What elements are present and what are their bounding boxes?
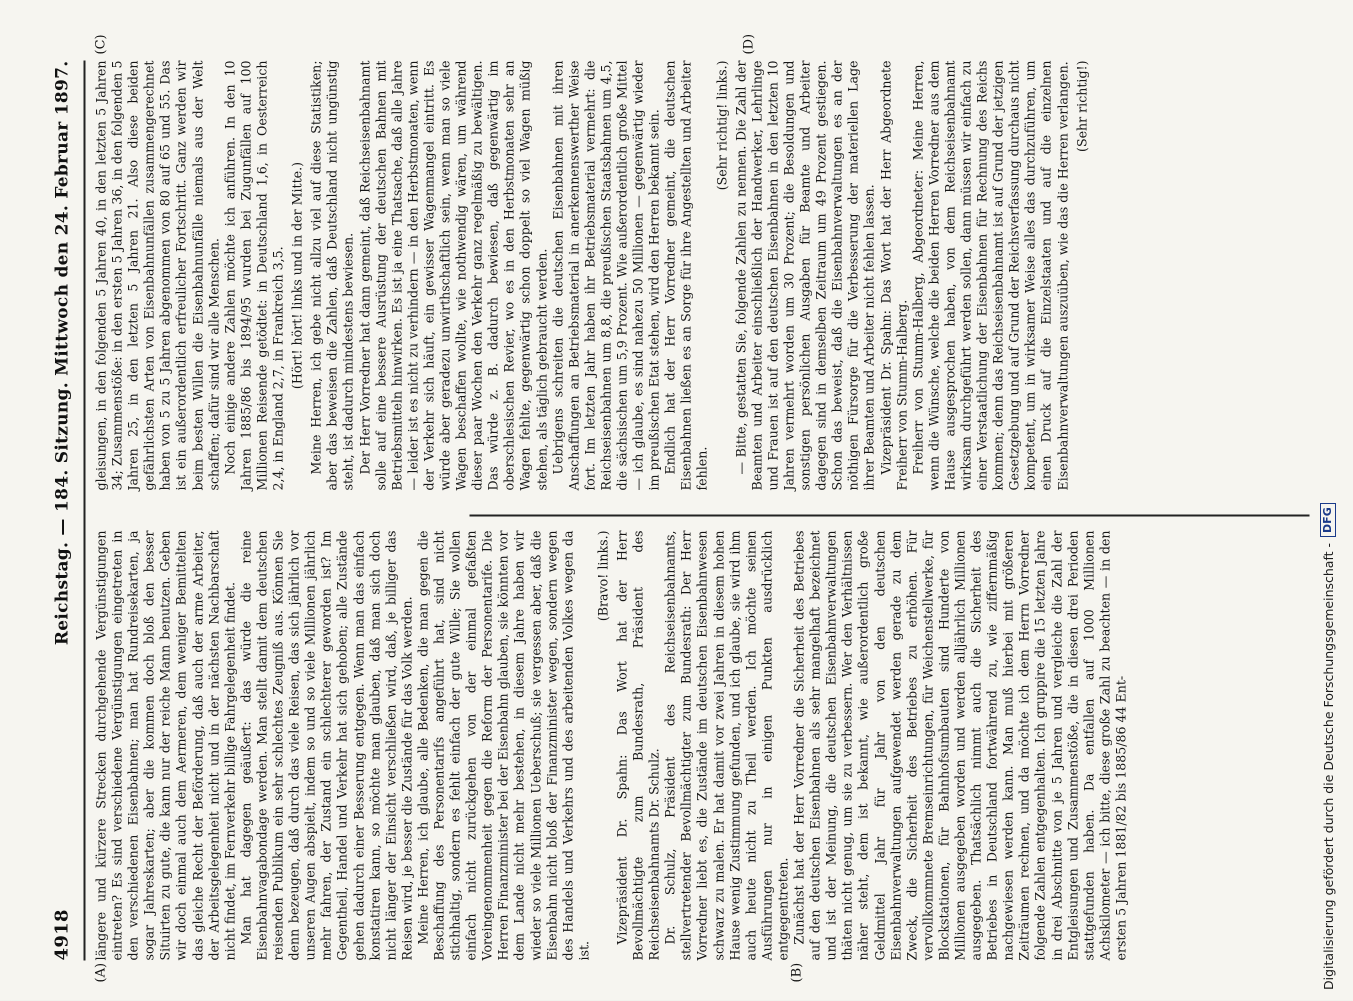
paragraph: längere und kürzere Strecken durchgehende Vergünstigungen eintreten? Es sind verschiedene Vergünstigungen eingetreten in den verschiedenen Eisenbahnen; man hat Rundreisekarten, ja sogar Jahreskarten; aber die kommen doch bloß den besser Situirten zu gute, die kann nur der reiche Mann benutzen. Geben wir doch einmal auch dem Aermeren, dem weniger Bemittelten das gleiche Recht der Beförderung, daß auch der arme Arbeiter, der Arbeitsgelegenheit nicht und in der nächsten Nachbarschaft nicht findet, im Fernverkehr billige Fahrgelegenheit findet. [93, 530, 238, 961]
paragraph: Man hat dagegen geäußert: das würde die reine Eisenbahnvagabondage werden. Man stellt damit dem deutschen reisenden Publikum ein sehr schlechtes Zeugniß aus. Können Sie denn bezeugen, daß durch das viele Reisen, das sich jährlich vor unseren Augen abspielt, indem so und so viele Millionen jährlich mehr fahren, der Zustand ein schlechterer geworden ist? Im Gegentheil, Handel und Verkehr hat sich gehoben; alle Zustände gehen dadurch einer Besserung entgegen. Wenn man das einfach konstatiren kann, so möchte man glauben, daß man sich doch nicht länger der Einsicht verschließen wird, daß, je billiger das Reisen wird, je besser die Zustände für das Volk werden. [238, 530, 415, 961]
paragraph: (Bravo! links.) [595, 530, 611, 622]
paragraph: (Sehr richtig!) [1074, 60, 1090, 152]
paragraph: gleisungen, in den folgenden 5 Jahren 40, in den letzten 5 Jahren 34; Zusammenstöße: in den ersten 5 Jahren 36, in den folgenden 5 Jahren 25, in den letzten 5 Jahren 21. Also diese beiden gefährlichsten Arten von Eisenbahnunfällen zusammengerechnet haben von 5 zu 5 Jahren abgenommen von 80 auf 65 und 55. Das ist ein außerordentlich erfreulicher Fortschritt. Ganz werden wir beim besten Willen die Eisenbahnunfälle niemals aus der Welt schaffen; dafür sind wir alle Menschen. [93, 60, 222, 491]
paragraph: Noch einige andere Zahlen möchte ich anführen. In den 10 Jahren 1885/86 bis 1894/95 wurden bei Zugunfällen auf 100 Millionen Reisende getödtet: in Deutschland 1,6, in Oesterreich 2,4, in England 2,7, in Frankreich 3,5. [222, 60, 286, 491]
paragraph: Meine Herren, ich glaube, alle Bedenken, die man gegen die Beschaffung des Personentarifs angeführt hat, sind nicht stichhaltig, sondern es fehlt einfach der gute Wille; Sie wollen einfach nicht zurückgehen von der einmal gefaßten Voreingenommenheit gegen die Reform der Personentarife. Die Herren Finanzminister bei der Eisenbahn glauben, sie könnten vor dem Lande nicht mehr bestehen, in diesem Jahre haben wir wieder so viele Millionen Ueberschuß; sie vergessen aber, daß die Eisenbahn nicht bloß der Finanzminister wegen, sondern wegen des Handels und Verkehrs und des arbeitenden Volkes wegen da ist. [415, 530, 592, 961]
page-header [52, 61, 82, 961]
paragraph: Der Herr Vorredner hat dann gemeint, daß Reichseisenbahnamt solle auf eine bessere Ausrüstung der deutschen Bahnen mit Betriebsmitteln hinwirken. Es ist ja eine Thatsache, daß alle Jahre — leider ist es nicht zu verhindern — in den Herbstmonaten, wenn der Verkehr sich häuft, ein gewisser Wagenmangel eintritt. Es würde aber geradezu unwirthschaftlich sein, wenn man so viele Wagen beschaffen wollte, wie nothwendig wären, um während dieser paar Wochen den Verkehr ganz regelmäßig zu bewältigen. Das würde z. B. dadurch bewiesen, daß gegenwärtig im oberschlesischen Revier, wo es in den Herbstmonaten sehr an Wagen fehlte, gegenwärtig schon doppelt so viel Wagen müßig stehen, als täglich gebraucht werden. [357, 60, 550, 491]
margin-marker-d: (D) [741, 33, 757, 55]
paragraph: Meine Herren, ich gebe nicht allzu viel auf diese Statistiken; aber das beweisen die Zahlen, daß Deutschland nicht ungünstig steht, ist dadurch mindestens bewiesen. [308, 60, 356, 491]
column-divider [470, 515, 1310, 517]
margin-marker-b: (B) [789, 962, 805, 983]
page-number: 4918 [51, 909, 73, 961]
page-title: Reichstag. — 184. Sitzung. Mittwoch den 24. Februar 1897. [52, 60, 73, 646]
paragraph: (Hört! hört! links und in der Mitte.) [289, 161, 305, 390]
digitization-credit [1320, 503, 1336, 990]
credit-text: Digitalisierung gefördert durch die Deutsche Forschungsgemeinschaft - [1320, 542, 1336, 990]
margin-marker-a: (A) [93, 962, 109, 983]
paragraph: Vizepräsident Dr. Spahn: Das Wort hat der Herr Abgeordnete Freiherr von Stumm-Halberg. [878, 60, 910, 491]
paragraph: Zunächst hat der Herr Vorredner die Sicherheit des Betriebes auf den deutschen Eisenbahnen als sehr mangelhaft bezeichnet und ist der Meinung, die deutschen Eisenbahnverwaltungen thäten nicht genug, um sie zu verbessern. Wer den Verhältnissen näher steht, dem ist bekannt, wie außerordentlich große Geldmittel Jahr für Jahr von den deutschen Eisenbahnverwaltungen aufgewendet werden gerade zu dem Zweck, die Sicherheit des Betriebes zu erhöhen. Für vervollkommnete Bremseinrichtungen, für Weichenstellwerke, für Blockstationen, für Bahnhofsumbauten sind Hunderte von Millionen ausgegeben worden und werden alljährlich Millionen ausgegeben. Thatsächlich nimmt auch die Sicherheit des Betriebes in Deutschland fortwährend zu, wie ziffernmäßig nachgewiesen werden kann. Man muß hierbei mit größeren Zeiträumen rechnen, und da möchte ich dem Herrn Vorredner folgende Zahlen entgegenhalten. Ich gruppire die 15 letzten Jahre in drei Abschnitte von je 5 Jahren und vergleiche die Zahl der Entgleisungen und Zusammenstöße, die in diesen drei Perioden stattgefunden haben. Da entfallen auf 1000 Millionen Achskilometer — ich bitte, diese große Zahl zu beachten — in den ersten 5 Jahren 1881/82 bis 1885/86 44 Ent- [791, 530, 1129, 961]
left-text-column [94, 531, 1130, 961]
paragraph: (Sehr richtig! links.) [714, 60, 730, 191]
paragraph: Freiherr von Stumm-Halberg, Abgeordneter: Meine Herren, wenn die Wünsche, welche die beiden Herren Vorredner aus dem Hause ausgesprochen haben, von dem Reichseisenbahnamt wirksam durchgeführt werden sollen, dann müssen wir einfach zu einer Verstaatlichung der Eisenbahnen für Rechnung des Reichs kommen; denn das Reichseisenbahnamt ist auf Grund der jetzigen Gesetzgebung und auf Grund der Reichsverfassung durchaus nicht kompetent, um in wirksamer Weise alles das durchzuführen, um einen Druck auf die Einzelstaaten und auf die einzelnen Eisenbahnverwaltungen auszuüben, wie das die Herren verlangen. [910, 60, 1071, 491]
paragraph: Uebrigens schreiten die deutschen Eisenbahnen mit ihren Anschaffungen an Betriebsmaterial in anerkennenswerther Weise fort. Im letzten Jahr haben ihr Betriebsmaterial vermehrt: die Reichseisenbahnen um 8,8, die preußischen Staatsbahnen um 4,5, die sächsischen um 5,9 Prozent. Wie außerordentlich große Mittel — ich glaube, es sind nahezu 50 Millionen — gegenwärtig wieder im preußischen Etat stehen, wird den Herren bekannt sein. [550, 60, 662, 491]
paragraph: Dr. Schulz, Präsident des Reichseisenbahnamts, stellvertretender Bevollmächtigter zum Bundesrath: Der Herr Vorredner liebt es, die Zustände im deutschen Eisenbahnwesen schwarz zu malen. Er hat damit vor zwei Jahren in diesem hohen Hause wenig Zustimmung gefunden, und ich glaube, sie wird ihm auch heute nicht zu Theil werden. Ich möchte seinen Ausführungen nur in einigen Punkten ausdrücklich entgegentreten. [662, 530, 791, 961]
dfg-logo: DFG [1320, 503, 1336, 537]
rotated-newspaper-page [0, 1, 1353, 1001]
margin-marker-c: (C) [93, 34, 109, 55]
right-text-column [94, 61, 1094, 491]
header-rule [84, 61, 86, 961]
paragraph: Vizepräsident Dr. Spahn: Das Wort hat der Herr Bevollmächtigte zum Bundesrath, Präsident des Reichseisenbahnamts Dr. Schulz. [614, 530, 662, 961]
paragraph: Endlich hat der Herr Vorredner gemeint, die deutschen Eisenbahnen ließen es an Sorge für ihre Angestellten und Arbeiter fehlen. [662, 60, 710, 491]
paragraph: — Bitte, gestatten Sie, folgende Zahlen zu nennen. Die Zahl der Beamten und Arbeiter einschließlich der Handwerker, Lehrlinge und Frauen ist auf den deutschen Eisenbahnen in den letzten 10 Jahren vermehrt worden um 30 Prozent; die Besoldungen und sonstigen persönlichen Ausgaben für Beamte und Arbeiter dagegen sind in demselben Zeitraum um 49 Prozent gestiegen. Schon das beweist, daß die Eisenbahnverwaltungen es an der nöthigen Fürsorge für die Verbesserung der materiellen Lage ihrer Beamten und Arbeiter nicht fehlen lassen. [733, 60, 877, 491]
